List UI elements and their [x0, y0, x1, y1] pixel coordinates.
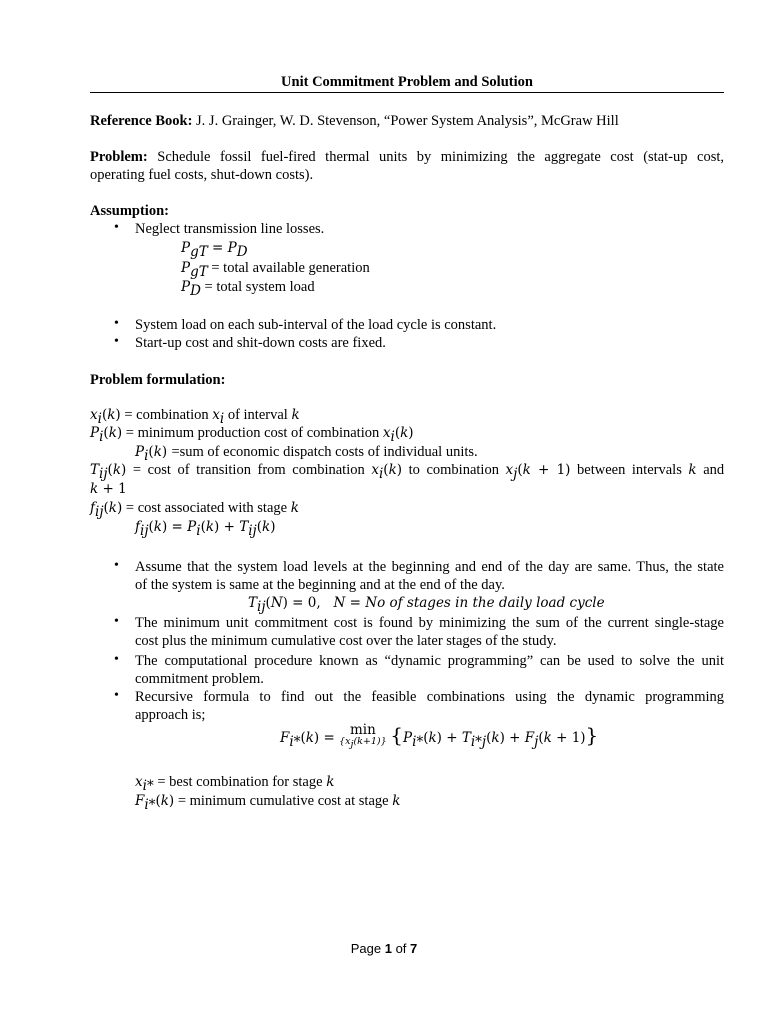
- definition-t-cont: k + 1: [90, 481, 127, 497]
- bullet-icon: •: [114, 334, 119, 349]
- bullet-icon: •: [114, 316, 119, 331]
- definition-x: $x_i(k)$ = combination $x_i$ of interval k: [90, 407, 300, 427]
- bullet-4-line-2: approach is;: [135, 707, 206, 723]
- bullet-2-line-1: The minimum unit commitment cost is found by minimizing the sum of the current single-stage: [135, 615, 724, 631]
- definition-p: $P_i(k)$ = minimum production cost of combination $x_i(k)$: [90, 425, 414, 445]
- assumption-heading: Assumption:: [90, 203, 169, 219]
- bullet-3-line-1: The computational procedure known as “dynamic programming” can be used to solve the unit: [135, 653, 724, 669]
- problem-line-1: [90, 148, 724, 166]
- reference-label: Reference Book:: [90, 113, 193, 129]
- bullet-2-line-2: cost plus the minimum cumulative cost over the later stages of the study.: [135, 633, 557, 649]
- problem-text-1: Schedule fossil fuel-fired thermal units by minimizing the aggregate cost (stat-up cost,: [157, 149, 725, 165]
- total-gen-text: = total available generation: [211, 260, 370, 276]
- bullet-icon: •: [114, 652, 119, 667]
- min-operator: min $\{x_j(k+1)\}$: [339, 722, 387, 750]
- bullet-4-line-1: Recursive formula to find out the feasible combinations using the dynamic programming: [135, 689, 724, 705]
- current-page-number: 1: [384, 941, 392, 956]
- definition-best-combination: $x_{i*}$ = best combination for stage k: [135, 774, 335, 794]
- bullet-1-line-1: Assume that the system load levels at the beginning and end of the day are same. Thus, the state: [135, 559, 724, 575]
- equation-pgt-def: $P_{gT}$ = total available generation: [181, 260, 370, 280]
- definition-t: $T_{ij}(k) = \cos t$ of transition from combination $x_i(k)$ to combination $x_j(k + 1)$ between intervals k and: [90, 462, 725, 482]
- problem-label: Problem:: [90, 149, 148, 165]
- equation-recursive: $F_{i*}(k)$ = min $\{x_j(k+1)\}$ $\{P_{i*}(k) + T_{i*j}(k) + F_j(k + 1)\}$: [280, 722, 599, 750]
- equation-pgt-pd: $P_{gT} = P_D$: [181, 240, 248, 260]
- document-title: Unit Commitment Problem and Solution: [281, 74, 533, 90]
- assumption-bullet-1: Neglect transmission line losses.: [135, 221, 325, 237]
- bullet-3-line-2: commitment problem.: [135, 671, 264, 687]
- equation-f: $f_{ij}(k) = P_i(k) + T_{ij}(k)$: [135, 519, 276, 539]
- reference-line: [90, 112, 619, 130]
- definition-min-cumulative: $F_{i*}(k)$ = minimum cumulative cost at stage k: [135, 793, 401, 813]
- formulation-heading: Problem formulation:: [90, 372, 226, 388]
- total-load-text: = total system load: [204, 279, 315, 295]
- page-footer: Page 1 of 7: [350, 941, 418, 956]
- equation-t-n: $T_{ij}(N) = 0$, N = No of stages in the daily load cycle: [248, 595, 605, 615]
- bullet-1-line-2: of the system is same at the beginning and at the end of the day.: [135, 577, 505, 593]
- assumption-bullet-2: System load on each sub-interval of the load cycle is constant.: [135, 317, 497, 333]
- assumption-bullet-3: Start-up cost and shit-down costs are fixed.: [135, 335, 386, 351]
- bullet-icon: •: [114, 614, 119, 629]
- definition-f: $f_{ij}(k) = \cos t$ associated with stage k: [90, 500, 299, 520]
- bullet-icon: •: [114, 220, 119, 235]
- bullet-icon: •: [114, 558, 119, 573]
- equation-pd-def: $P_D$ = total system load: [181, 279, 315, 299]
- title-underline: [90, 92, 724, 93]
- bullet-icon: •: [114, 688, 119, 703]
- total-pages: 7: [410, 941, 418, 956]
- problem-line-2: operating fuel costs, shut-down costs).: [90, 167, 314, 183]
- definition-p-sub: $P_i(k) =sum$ of economic dispatch costs of individual units.: [135, 444, 478, 464]
- reference-text: J. J. Grainger, W. D. Stevenson, “Power System Analysis”, McGraw Hill: [196, 113, 619, 129]
